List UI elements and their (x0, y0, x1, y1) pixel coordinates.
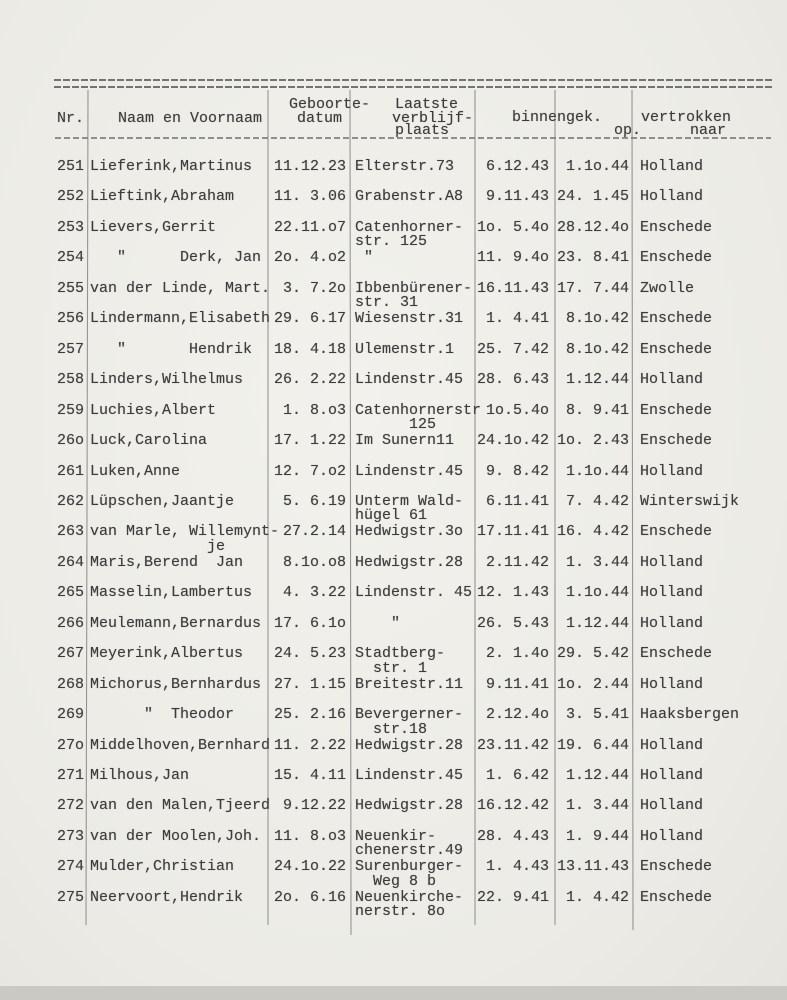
row-number: 258 (56, 371, 84, 389)
arrival-date-cell: 22. 9.41 (476, 888, 549, 906)
name-cell: Linders,Wilhelmus (90, 371, 244, 389)
residence-cell: Hedwigstr.28 (355, 553, 464, 571)
arrival-date-cell: 12. 1.43 (476, 584, 549, 602)
departure-date-cell: 1.1o.44 (565, 158, 629, 175)
name-cell: van den Malen,Tjeerd (90, 797, 271, 815)
table-row (0, 767, 787, 784)
table-row (0, 310, 787, 327)
table-row (0, 463, 787, 480)
row-number: 255 (56, 279, 84, 297)
row-number: 253 (56, 218, 84, 236)
birth-date-cell: 3. 7.2o (282, 279, 346, 297)
table-row (0, 737, 787, 754)
residence-cell: Grabenstr.A8 (355, 188, 464, 206)
birth-date-cell: 11. 3.06 (273, 188, 346, 206)
header-residence: Laatste (395, 96, 459, 113)
name-cell: " Hendrik (90, 340, 253, 358)
name-cell: Middelhoven,Bernhard (90, 736, 271, 754)
header-arrived-on: op. (614, 122, 642, 139)
arrival-date-cell: 1. 4.43 (485, 858, 549, 876)
destination-cell: Holland (640, 462, 704, 480)
departure-date-cell: 1.12.44 (565, 371, 629, 389)
destination-cell: Holland (640, 614, 704, 632)
birth-date-cell: 17. 6.1o (273, 614, 346, 632)
row-number: 251 (56, 158, 84, 175)
destination-cell: Enschede (640, 340, 713, 358)
row-number: 272 (56, 797, 84, 815)
arrival-date-cell: 24.1o.42 (476, 432, 549, 450)
name-cell: Maris,Berend Jan (90, 553, 244, 571)
departure-date-cell: 24. 1.45 (556, 188, 629, 206)
departure-date-cell: 16. 4.42 (556, 523, 629, 541)
table-row (0, 706, 787, 738)
destination-cell: Holland (640, 736, 704, 754)
table-row (0, 827, 787, 860)
name-cell: Milhous,Jan (90, 767, 190, 784)
departure-date-cell: 3. 5.41 (565, 706, 629, 724)
birth-date-cell: 4. 3.22 (282, 584, 346, 602)
scan-bed-edge (0, 986, 787, 1000)
residence-cell: str. 125 (355, 233, 428, 251)
birth-date-cell: 22.11.o7 (273, 218, 346, 236)
table-row (0, 279, 787, 312)
name-cell: " Theodor (90, 706, 235, 724)
birth-date-cell: 25. 2.16 (273, 706, 346, 724)
departure-date-cell: 8.1o.42 (565, 310, 629, 328)
birth-date-cell: 2o. 4.o2 (273, 249, 346, 267)
residence-cell: Bevergerner- (355, 706, 464, 724)
destination-cell: Holland (640, 797, 704, 815)
birth-date-cell: 12. 7.o2 (273, 462, 346, 480)
row-number: 259 (56, 401, 84, 419)
name-cell: Luck,Carolina (90, 432, 208, 450)
name-cell: Neervoort,Hendrik (90, 888, 244, 906)
arrival-date-cell: 28. 4.43 (476, 827, 549, 845)
residence-cell: Catenhornerstr (355, 401, 482, 419)
header-number: Nr. (57, 110, 85, 127)
name-cell: Masselin,Lambertus (90, 584, 253, 602)
departure-date-cell: 13.11.43 (556, 858, 629, 876)
table-row (0, 584, 787, 601)
name-cell: van Marle, Willemynt- (90, 523, 280, 541)
arrival-date-cell: 1. 4.41 (485, 310, 549, 328)
header-name: Naam en Voornaam (118, 110, 263, 127)
name-cell: Meulemann,Bernardus (90, 614, 262, 632)
destination-cell: Enschede (640, 310, 713, 328)
name-cell: Mulder,Christian (90, 858, 235, 876)
table-row (0, 432, 787, 449)
row-number: 273 (56, 827, 84, 845)
arrival-date-cell: 1o.5.4o (485, 401, 549, 419)
destination-cell: Enschede (640, 858, 713, 876)
row-number: 263 (56, 523, 84, 541)
birth-date-cell: 11. 8.o3 (273, 827, 346, 845)
residence-cell: nerstr. 8o (355, 903, 446, 921)
arrival-date-cell: 6.11.41 (485, 492, 549, 510)
residence-cell: str.18 (355, 720, 428, 738)
header-departed: vertrokken (641, 109, 732, 126)
residence-cell: Ulemenstr.1 (355, 340, 455, 358)
arrival-date-cell: 23.11.42 (476, 736, 549, 754)
departure-date-cell: 1. 4.42 (565, 888, 629, 906)
residence-cell: Neuenkir- (355, 827, 437, 845)
destination-cell: Holland (640, 371, 704, 389)
birth-date-cell: 15. 4.11 (273, 767, 346, 784)
name-cell: Michorus,Bernhardus (90, 675, 262, 693)
table-row (0, 249, 787, 266)
destination-cell: Enschede (640, 218, 713, 236)
birth-date-cell: 27.2.14 (282, 523, 346, 541)
residence-cell: Lindenstr.45 (355, 462, 464, 480)
table-row (0, 888, 787, 921)
row-number: 264 (56, 553, 84, 571)
birth-date-cell: 29. 6.17 (273, 310, 346, 328)
departure-date-cell: 1. 3.44 (565, 553, 629, 571)
residence-cell: " (355, 614, 401, 632)
residence-cell: Hedwigstr.28 (355, 736, 464, 754)
residence-cell: Breitestr.11 (355, 675, 464, 693)
departure-date-cell: 1.1o.44 (565, 462, 629, 480)
name-cell: " Derk, Jan (90, 249, 262, 267)
residence-cell: Unterm Wald- (355, 492, 464, 510)
table-row (0, 858, 787, 890)
departure-date-cell: 23. 8.41 (556, 249, 629, 267)
birth-date-cell: 1. 8.o3 (282, 401, 346, 419)
departure-date-cell: 8. 9.41 (565, 401, 629, 419)
name-cell: van der Linde, Mart. (90, 279, 271, 297)
arrival-date-cell: 16.12.42 (476, 797, 549, 815)
residence-cell: Weg 8 b (355, 872, 437, 890)
table-row (0, 492, 787, 525)
arrival-date-cell: 25. 7.42 (476, 340, 549, 358)
departure-date-cell: 1.12.44 (565, 767, 629, 784)
header-arrived: binnengek. (512, 109, 603, 126)
row-number: 254 (56, 249, 84, 267)
destination-cell: Holland (640, 767, 704, 784)
arrival-date-cell: 11. 9.4o (476, 249, 549, 267)
name-cell: Luken,Anne (90, 462, 181, 480)
name-cell: je (90, 537, 226, 555)
destination-cell: Holland (640, 553, 704, 571)
header-birth-date: Geboorte- (289, 96, 371, 113)
arrival-date-cell: 1. 6.42 (485, 767, 549, 784)
destination-cell: Holland (640, 584, 704, 602)
departure-date-cell: 1o. 2.44 (556, 675, 629, 693)
residence-cell: Hedwigstr.3o (355, 523, 464, 541)
residence-cell: str. 1 (355, 659, 428, 677)
residence-cell: Lindenstr.45 (355, 371, 464, 389)
row-number: 266 (56, 614, 84, 632)
header-residence: verblijf- (392, 110, 474, 127)
departure-date-cell: 1. 3.44 (565, 797, 629, 815)
row-number: 26o (56, 432, 84, 450)
residence-cell: Surenburger- (355, 858, 464, 876)
residence-cell: Catenhorner- (355, 218, 464, 236)
birth-date-cell: 26. 2.22 (273, 371, 346, 389)
birth-date-cell: 8.1o.o8 (282, 553, 346, 571)
departure-date-cell: 7. 4.42 (565, 492, 629, 510)
row-number: 274 (56, 858, 84, 876)
arrival-date-cell: 9.11.43 (485, 188, 549, 206)
arrival-date-cell: 16.11.43 (476, 279, 549, 297)
name-cell: Luchies,Albert (90, 401, 217, 419)
name-cell: Lievers,Gerrit (90, 218, 217, 236)
row-number: 275 (56, 888, 84, 906)
table-row (0, 158, 787, 175)
destination-cell: Haaksbergen (640, 706, 740, 724)
destination-cell: Enschede (640, 645, 713, 663)
residence-cell: Elterstr.73 (355, 158, 455, 175)
table-row (0, 341, 787, 358)
table-row (0, 523, 787, 555)
row-number: 256 (56, 310, 84, 328)
table-row (0, 797, 787, 814)
row-number: 265 (56, 584, 84, 602)
birth-date-cell: 11. 2.22 (273, 736, 346, 754)
departure-date-cell: 1. 9.44 (565, 827, 629, 845)
residence-cell: hügel 61 (355, 507, 428, 525)
destination-cell: Holland (640, 158, 704, 175)
destination-cell: Enschede (640, 523, 713, 541)
header-residence: plaats (395, 122, 450, 139)
birth-date-cell: 2o. 6.16 (273, 888, 346, 906)
departure-date-cell: 29. 5.42 (556, 645, 629, 663)
name-cell: Lieferink,Martinus (90, 158, 253, 175)
arrival-date-cell: 2.11.42 (485, 553, 549, 571)
destination-cell: Zwolle (640, 279, 695, 297)
residence-cell: Im Sunern11 (355, 432, 455, 450)
residence-cell: Wiesenstr.31 (355, 310, 464, 328)
arrival-date-cell: 2. 1.4o (485, 645, 549, 663)
row-number: 267 (56, 645, 84, 663)
table-row (0, 676, 787, 693)
arrival-date-cell: 2.12.4o (485, 706, 549, 724)
residence-cell: 125 (355, 416, 437, 434)
arrival-date-cell: 17.11.41 (476, 523, 549, 541)
row-number: 257 (56, 340, 84, 358)
residence-cell: Ibbenbürener- (355, 279, 473, 297)
departure-date-cell: 28.12.4o (556, 218, 629, 236)
row-number: 262 (56, 492, 84, 510)
table-row (0, 645, 787, 677)
residence-cell: Lindenstr. 45 (355, 584, 473, 602)
table-row (0, 554, 787, 571)
row-number: 261 (56, 462, 84, 480)
birth-date-cell: 27. 1.15 (273, 675, 346, 693)
birth-date-cell: 9.12.22 (282, 797, 346, 815)
name-cell: Lieftink,Abraham (90, 188, 235, 206)
destination-cell: Enschede (640, 249, 713, 267)
header-birth-date: datum (297, 110, 343, 127)
departure-date-cell: 8.1o.42 (565, 340, 629, 358)
arrival-date-cell: 6.12.43 (485, 158, 549, 175)
departure-date-cell: 1o. 2.43 (556, 432, 629, 450)
row-number: 268 (56, 675, 84, 693)
table-row (0, 615, 787, 632)
arrival-date-cell: 28. 6.43 (476, 371, 549, 389)
residence-cell: Hedwigstr.28 (355, 797, 464, 815)
row-number: 269 (56, 706, 84, 724)
table-row (0, 371, 787, 388)
residence-cell: chenerstr.49 (355, 842, 464, 860)
name-cell: van der Moolen,Joh. (90, 827, 262, 845)
destination-cell: Enschede (640, 888, 713, 906)
row-number: 271 (56, 767, 84, 784)
birth-date-cell: 18. 4.18 (273, 340, 346, 358)
arrival-date-cell: 9. 8.42 (485, 462, 549, 480)
residence-cell: Neuenkirche- (355, 888, 464, 906)
header-departed: naar (690, 122, 727, 139)
table-row (0, 401, 787, 434)
table-row (0, 218, 787, 251)
residence-cell: Stadtberg- (355, 645, 446, 663)
arrival-date-cell: 26. 5.43 (476, 614, 549, 632)
departure-date-cell: 1.12.44 (565, 614, 629, 632)
departure-date-cell: 1.1o.44 (565, 584, 629, 602)
destination-cell: Winterswijk (640, 492, 740, 510)
destination-cell: Holland (640, 188, 704, 206)
name-cell: Lüpschen,Jaantje (90, 492, 235, 510)
destination-cell: Holland (640, 827, 704, 845)
arrival-date-cell: 9.11.41 (485, 675, 549, 693)
birth-date-cell: 24. 5.23 (273, 645, 346, 663)
departure-date-cell: 19. 6.44 (556, 736, 629, 754)
birth-date-cell: 17. 1.22 (273, 432, 346, 450)
name-cell: Meyerink,Albertus (90, 645, 244, 663)
table-row (0, 188, 787, 205)
birth-date-cell: 5. 6.19 (282, 492, 346, 510)
birth-date-cell: 24.1o.22 (273, 858, 346, 876)
residence-cell: str. 31 (355, 294, 419, 312)
departure-date-cell: 17. 7.44 (556, 279, 629, 297)
row-number: 252 (56, 188, 84, 206)
residence-cell: Lindenstr.45 (355, 767, 464, 784)
destination-cell: Holland (640, 675, 704, 693)
destination-cell: Enschede (640, 401, 713, 419)
destination-cell: Enschede (640, 432, 713, 450)
name-cell: Lindermann,Elisabeth (90, 310, 271, 328)
residence-cell: " (355, 249, 374, 267)
arrival-date-cell: 1o. 5.4o (476, 218, 549, 236)
row-number: 27o (56, 736, 84, 754)
birth-date-cell: 11.12.23 (273, 158, 346, 175)
